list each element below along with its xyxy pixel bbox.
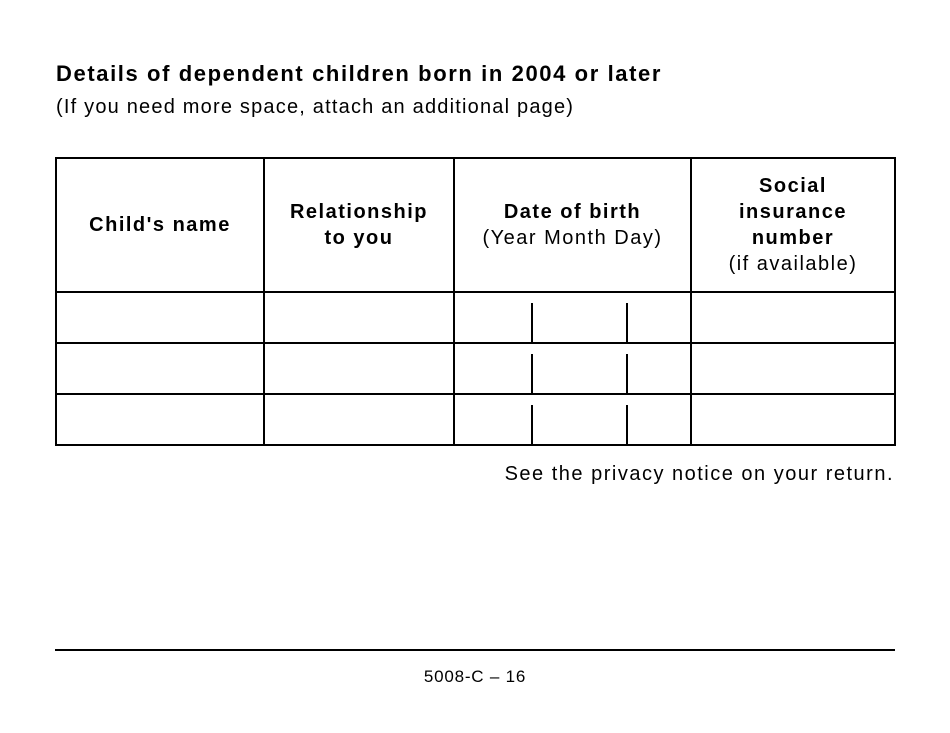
table-header-row: [56, 158, 895, 292]
date-of-birth-field[interactable]: [454, 343, 691, 394]
header-date-of-birth: [454, 158, 691, 292]
page-number: 5008-C – 16: [423, 667, 527, 686]
month-day-divider: [626, 405, 628, 444]
relationship-field[interactable]: [264, 292, 454, 343]
privacy-notice: See the privacy notice on your return.: [504, 463, 894, 485]
table-row: [56, 343, 895, 394]
header-sin-line1: Social: [759, 175, 827, 197]
child-name-field[interactable]: [56, 292, 264, 343]
header-dob-title: Date of birth: [503, 201, 642, 223]
header-relationship-line2: to you: [324, 227, 394, 249]
month-day-divider: [626, 354, 628, 393]
child-name-field[interactable]: [56, 394, 264, 445]
sin-field[interactable]: [691, 343, 895, 394]
date-of-birth-field[interactable]: [454, 394, 691, 445]
relationship-field[interactable]: [264, 394, 454, 445]
table-row: [56, 394, 895, 445]
header-sin-line2: insurance: [739, 201, 847, 223]
date-of-birth-field[interactable]: [454, 292, 691, 343]
relationship-field[interactable]: [264, 343, 454, 394]
header-child-name: [56, 158, 264, 292]
sin-field[interactable]: [691, 394, 895, 445]
section-title: Details of dependent children born in 2004 or later: [56, 61, 663, 86]
dependent-children-table: [55, 157, 896, 446]
header-sin: [691, 158, 895, 292]
year-month-divider: [531, 405, 533, 444]
month-day-divider: [626, 303, 628, 342]
year-month-divider: [531, 354, 533, 393]
table-row: [56, 292, 895, 343]
header-sin-line3: number: [751, 227, 835, 249]
header-child-name-label: Child's name: [89, 214, 231, 236]
footer-divider: [55, 649, 895, 651]
header-dob-format: (Year Month Day): [482, 227, 663, 249]
section-subtitle: (If you need more space, attach an additional page): [56, 96, 575, 118]
header-relationship-line1: Relationship: [289, 201, 428, 223]
child-name-field[interactable]: [56, 343, 264, 394]
header-relationship: [264, 158, 454, 292]
header-sin-note: (if available): [728, 253, 858, 275]
year-month-divider: [531, 303, 533, 342]
sin-field[interactable]: [691, 292, 895, 343]
